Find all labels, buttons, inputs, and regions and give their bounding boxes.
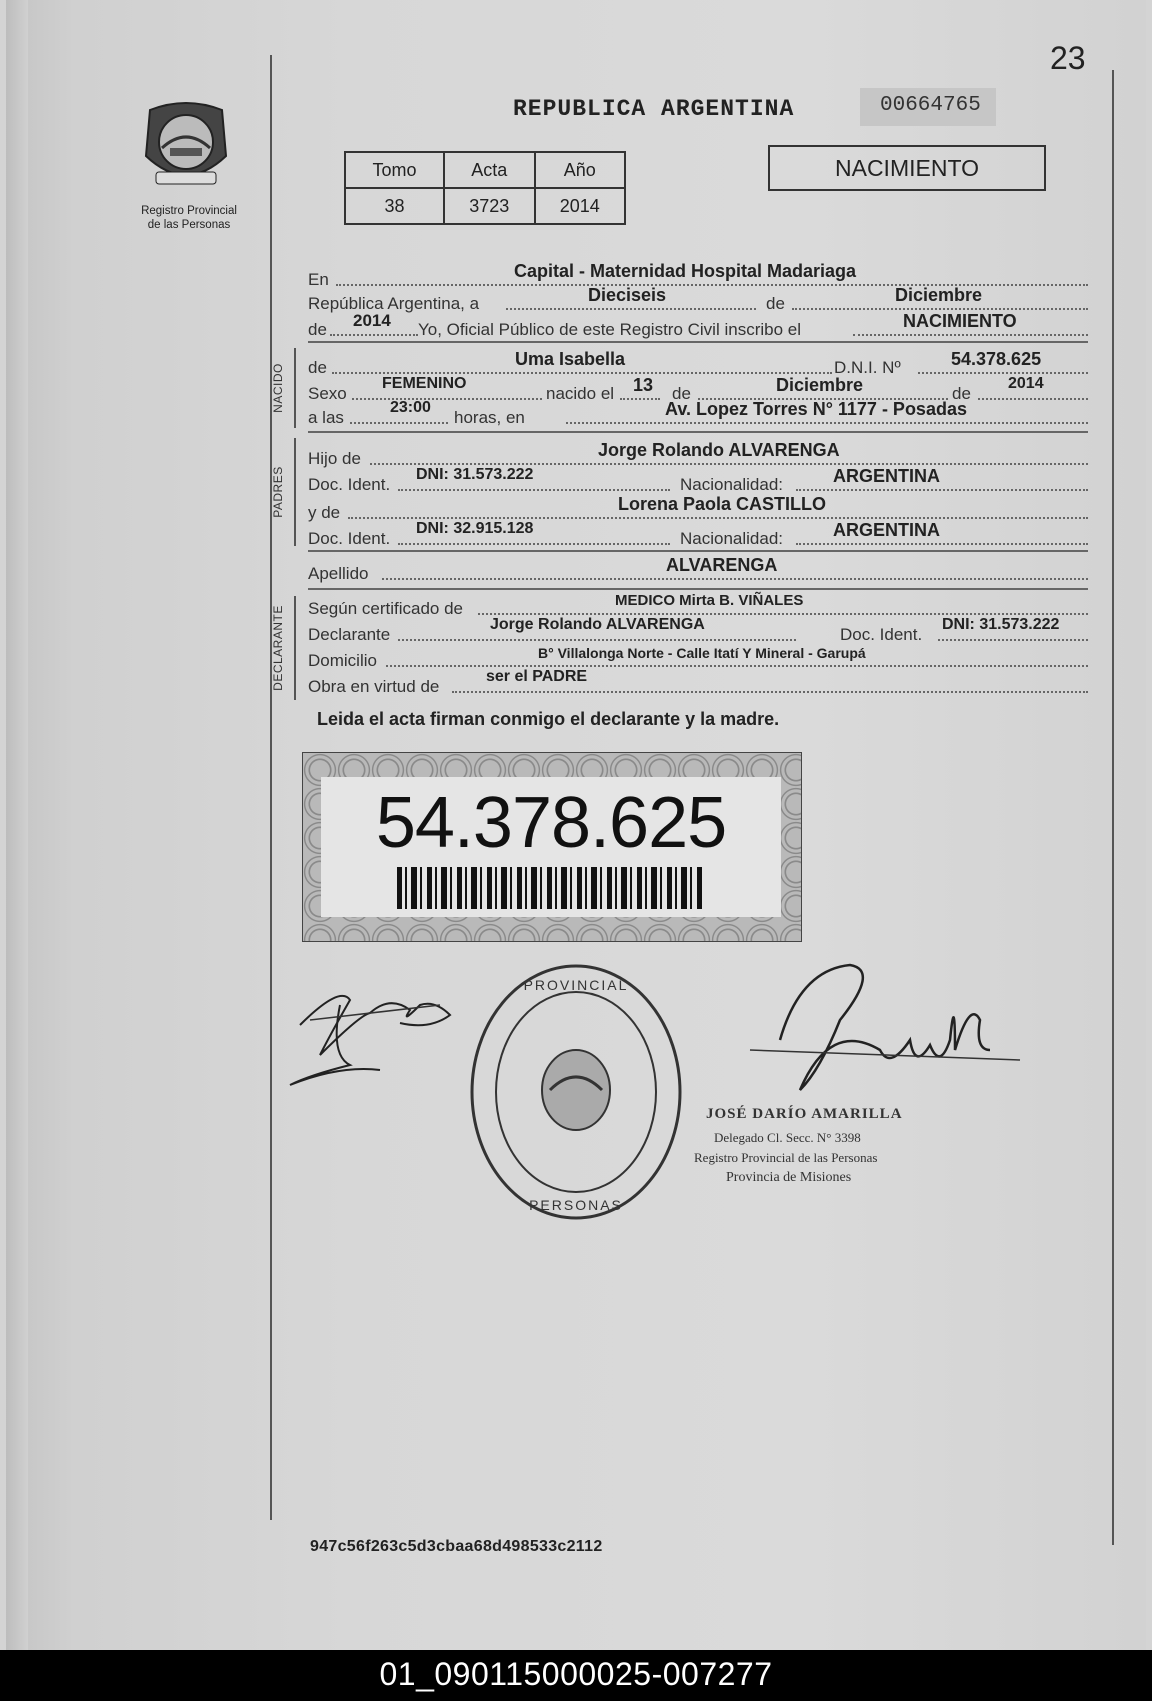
declarante-name-label: Declarante xyxy=(308,625,391,644)
barcode-dni-number: 54.378.625 xyxy=(375,783,727,863)
row-nacido-hora xyxy=(308,399,1088,431)
registry-caption-line1: Registro Provincial xyxy=(141,205,237,217)
dotted-line xyxy=(938,639,1088,641)
de-label: de xyxy=(308,358,327,377)
value-tomo: 38 xyxy=(345,188,444,224)
act-value: NACIMIENTO xyxy=(903,311,1017,331)
a-las-label: a las xyxy=(308,408,344,427)
right-margin-line xyxy=(1112,70,1114,1545)
dotted-line xyxy=(506,308,756,310)
padres-section-label xyxy=(262,438,306,546)
de3-label: de xyxy=(952,384,971,403)
birth-year-value: 2014 xyxy=(1008,375,1044,392)
left-margin-line xyxy=(270,55,272,1520)
doc-ident-label: Doc. Ident. xyxy=(308,475,391,494)
declarante-name-value: Jorge Rolando ALVARENGA xyxy=(490,616,705,633)
birth-day-value: 13 xyxy=(633,375,654,395)
dotted-line xyxy=(332,372,832,374)
row-obra xyxy=(308,668,1088,700)
obra-label: Obra en virtud de xyxy=(308,677,440,696)
dotted-line xyxy=(398,543,670,545)
dotted-line xyxy=(382,578,1088,580)
en-label: En xyxy=(308,270,329,289)
time-value: 23:00 xyxy=(390,399,431,416)
segun-label: Según certificado de xyxy=(308,599,463,618)
row-apellido xyxy=(308,555,1088,587)
document-hash: 947c56f263c5d3cbaa68d498533c2112 xyxy=(310,1538,603,1555)
header-anio: Año xyxy=(535,152,626,188)
child-dni-value: 54.378.625 xyxy=(951,349,1042,369)
nacido-label: NACIDO xyxy=(271,363,285,413)
apellido-value: ALVARENGA xyxy=(666,555,778,575)
dotted-line xyxy=(796,489,1088,491)
certificate-value: MEDICO Mirta B. VIÑALES xyxy=(615,592,804,609)
registry-caption-line2: de las Personas xyxy=(147,219,231,231)
dotted-line xyxy=(398,489,670,491)
scan-label: 01_090115000025-007277 xyxy=(379,1656,773,1692)
declarante-doc-value: DNI: 31.573.222 xyxy=(942,616,1060,633)
mother-name-value: Lorena Paola CASTILLO xyxy=(618,494,827,514)
table-header-row xyxy=(345,152,625,188)
day-words-value: Dieciseis xyxy=(588,285,667,305)
provincial-seal-logo xyxy=(140,96,232,196)
dni-label: D.N.I. Nº xyxy=(834,358,901,377)
dotted-line xyxy=(370,463,1088,465)
de-label: de xyxy=(766,294,785,313)
republica-label: República Argentina, a xyxy=(308,294,480,313)
obra-value: ser el PADRE xyxy=(486,668,588,685)
svg-text:PROVINCIAL: PROVINCIAL xyxy=(523,977,629,993)
row-mother-doc xyxy=(308,520,1088,552)
place-value: Capital - Maternidad Hospital Madariaga xyxy=(514,261,857,281)
de2-label: de xyxy=(672,384,691,403)
official-name: JOSÉ DARÍO AMARILLA xyxy=(706,1106,903,1122)
svg-text:PERSONAS: PERSONAS xyxy=(529,1197,623,1213)
dotted-line xyxy=(978,398,1088,400)
section-divider xyxy=(308,341,1088,343)
nacido-el-label: nacido el xyxy=(546,384,615,403)
domicilio-value: B° Villalonga Norte - Calle Itatí Y Mineral - Garupá xyxy=(538,645,866,661)
domicilio-label: Domicilio xyxy=(308,651,377,670)
dotted-line xyxy=(386,665,1088,667)
father-name-value: Jorge Rolando ALVARENGA xyxy=(598,440,840,460)
sexo-value: FEMENINO xyxy=(382,375,467,392)
nacido-section-label xyxy=(262,348,306,428)
dotted-line xyxy=(918,372,1088,374)
dotted-line xyxy=(792,308,1088,310)
declarante-section-label xyxy=(262,596,306,700)
y-de-label: y de xyxy=(308,503,341,522)
doc-ident-label: Doc. Ident. xyxy=(840,625,923,644)
document-title: REPUBLICA ARGENTINA xyxy=(513,96,795,122)
dotted-line xyxy=(620,398,660,400)
mother-nationality-value: ARGENTINA xyxy=(833,520,940,540)
row-domicilio xyxy=(308,645,1088,674)
hijo-de-label: Hijo de xyxy=(308,449,361,468)
act-type-box: NACIMIENTO xyxy=(768,145,1046,191)
nacionalidad-label: Nacionalidad: xyxy=(680,529,784,548)
serial-number: 00664765 xyxy=(860,88,996,126)
dotted-line xyxy=(796,543,1088,545)
official-circular-stamp xyxy=(466,960,686,1225)
dni-barcode-sticker xyxy=(302,752,802,942)
section-divider xyxy=(308,431,1088,433)
dotted-line xyxy=(853,334,1088,336)
section-divider xyxy=(308,550,1088,552)
closing-text: Leida el acta firman conmigo el declarante y la madre. xyxy=(317,709,780,729)
year-value: 2014 xyxy=(353,311,391,330)
tomo-acta-anio-table xyxy=(344,151,626,225)
official-province: Provincia de Misiones xyxy=(726,1170,852,1185)
dotted-line xyxy=(352,398,542,400)
dotted-line xyxy=(478,613,1088,615)
father-nationality-value: ARGENTINA xyxy=(833,466,940,486)
horas-label: horas, en xyxy=(454,408,525,427)
father-doc-value: DNI: 31.573.222 xyxy=(416,466,534,483)
month-value: Diciembre xyxy=(895,285,983,305)
apellido-label: Apellido xyxy=(308,564,369,583)
table-value-row xyxy=(345,188,625,224)
value-acta: 3723 xyxy=(444,188,534,224)
dotted-line xyxy=(348,517,1088,519)
value-anio: 2014 xyxy=(535,188,626,224)
section-divider xyxy=(308,588,1088,590)
padres-label: PADRES xyxy=(271,466,285,518)
official-registry: Registro Provincial de las Personas xyxy=(694,1150,878,1165)
dotted-line xyxy=(330,334,418,336)
barcode-label xyxy=(321,777,781,917)
nacionalidad-label: Nacionalidad: xyxy=(680,475,784,494)
child-name-value: Uma Isabella xyxy=(515,349,626,369)
dotted-line xyxy=(566,422,1088,424)
dotted-line xyxy=(398,639,796,641)
birth-address-value: Av. Lopez Torres N° 1177 - Posadas xyxy=(665,399,967,419)
row-anio-inscribo xyxy=(308,311,1088,343)
mother-doc-value: DNI: 32.915.128 xyxy=(416,520,534,537)
de2-label: de xyxy=(308,320,327,339)
header-acta: Acta xyxy=(444,152,534,188)
dotted-line xyxy=(350,422,448,424)
page-number: 23 xyxy=(1050,40,1086,76)
dotted-line xyxy=(452,691,1088,693)
paper-edge-shadow xyxy=(6,0,28,1650)
header-tomo: Tomo xyxy=(345,152,444,188)
sexo-label: Sexo xyxy=(308,384,347,403)
official-signature xyxy=(740,960,1030,1120)
declarante-signature xyxy=(280,965,460,1105)
yo-text: Yo, Oficial Público de este Registro Civil inscribo el xyxy=(418,320,801,339)
birth-month-value: Diciembre xyxy=(776,375,864,395)
barcode-bars xyxy=(397,867,703,909)
doc-ident-label: Doc. Ident. xyxy=(308,529,391,548)
official-title: Delegado Cl. Secc. N° 3398 xyxy=(714,1130,861,1145)
declarante-label: DECLARANTE xyxy=(271,605,285,691)
